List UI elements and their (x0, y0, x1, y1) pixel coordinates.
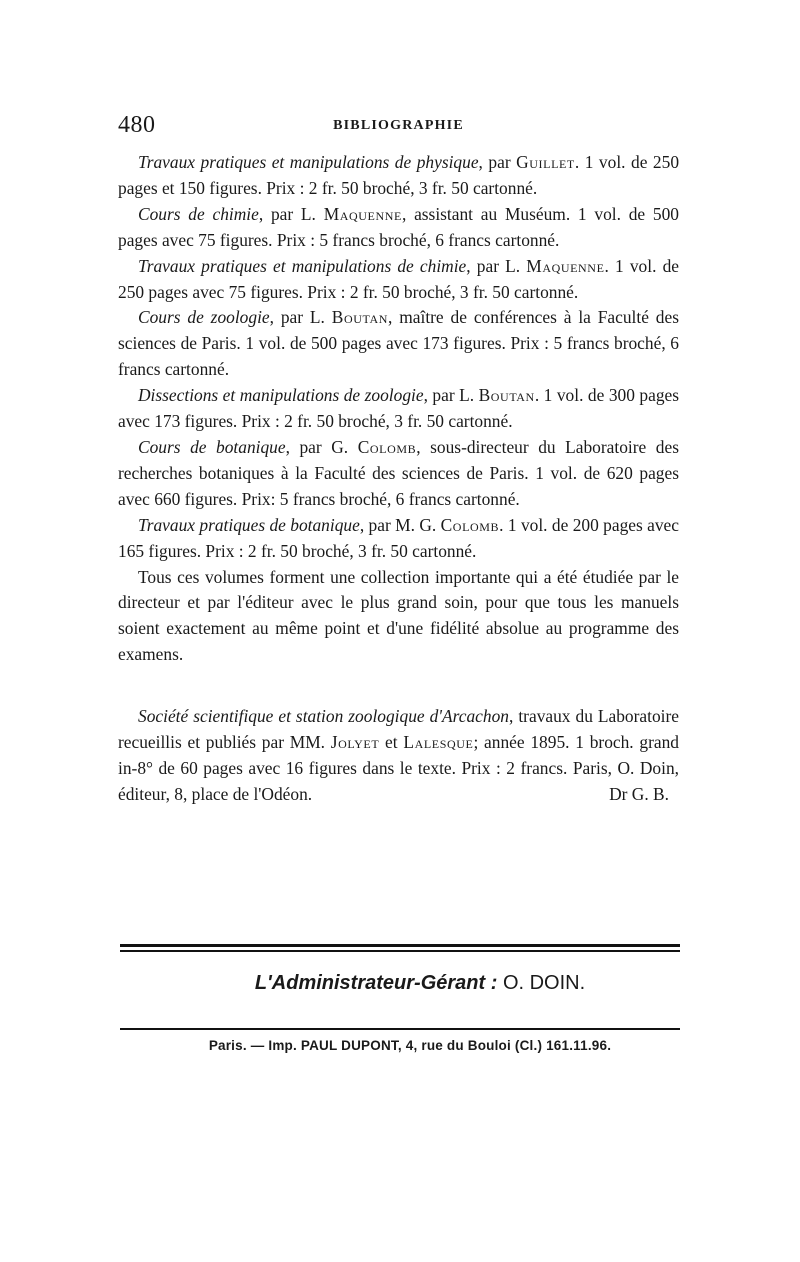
entry-pre: , par (478, 152, 517, 172)
closing-paragraph: Tous ces volumes forment une collection importante qui a été étudiée par le directeur et par l'éditeur avec le plus grand soin, pour que tous les manuels soient exactement au même point et d'une fidélité absolue au programme des examens. (118, 566, 679, 665)
entry-details: , maître de conférences à la Faculté des sciences de Paris. 1 vol. de 500 pages avec 173 figures. Prix : 5 francs broché, 6 francs cartonné. (118, 307, 679, 380)
entry-details: , assistant au Muséum. 1 vol. de 500 pages avec 75 figures. Prix : 5 francs broché, 6 francs cartonné. (118, 203, 680, 250)
entry-details: ; année 1895. 1 broch. grand in-8° de 60 pages avec 16 figures dans le texte. Prix : 2 francs. Paris, O. Doin, éditeur, 8, place de l'Odéon. (118, 732, 680, 804)
entry-details: . 1 vol. de 250 pages avec 75 figures. Prix : 2 fr. 50 broché, 3 fr. 50 cartonné. (118, 255, 679, 302)
bibliography-entry (118, 150, 679, 202)
entry-author: Colomb (357, 436, 417, 457)
entry-author: Boutan (478, 385, 535, 406)
bibliography-entry (118, 435, 679, 513)
entry-pre: , travaux du Laboratoire recueillis et publiés par MM. (118, 706, 680, 753)
entry-author: Maquenne (323, 203, 402, 224)
entry-pre: , par M. G. (359, 514, 441, 535)
entry-author: Boutan (331, 307, 389, 328)
entry-details: . 1 vol. de 250 pages et 150 figures. Prix : 2 fr. 50 broché, 3 fr. 50 cartonné. (118, 152, 680, 198)
bibliography-entry (118, 513, 679, 565)
bibliography-entry (118, 305, 679, 383)
page-number: 480 (118, 112, 156, 138)
entry-pre: , par L. (258, 203, 324, 224)
entry-details: . 1 vol. de 300 pages avec 173 figures. Prix : 2 fr. 50 broché, 3 fr. 50 cartonné. (118, 385, 679, 432)
page-header (118, 112, 679, 142)
printer-imprint: Paris. — Imp. PAUL DUPONT, 4, rue du Bouloi (Cl.) 161.11.96. (208, 1038, 612, 1053)
double-rule (120, 944, 680, 954)
entry-author: Colomb (440, 514, 500, 535)
bibliography-body (118, 150, 679, 808)
administrator-role: L'Administrateur-Gérant : (254, 972, 498, 994)
bibliography-entry (118, 254, 679, 306)
administrator-name: O. DOIN. (502, 972, 586, 994)
running-head: BIBLIOGRAPHIE (333, 118, 464, 133)
entry-title: Dissections et manipulations de zoologie (138, 385, 424, 406)
entry-title: Cours de zoologie (138, 307, 270, 328)
entry-pre: , par G. (285, 436, 358, 457)
entry-pre: , par L. (423, 385, 479, 406)
entry-details: . 1 vol. de 200 pages avec 165 figures. Prix : 2 fr. 50 broché, 3 fr. 50 cartonné. (118, 514, 679, 561)
entry-author: Jolyet (330, 732, 380, 753)
rule-thin (120, 950, 680, 952)
bibliography-entry (118, 202, 679, 254)
section-gap (118, 668, 679, 704)
entry-title: Travaux pratiques et manipulations de physique (138, 152, 479, 172)
entry-details: , sous-directeur du Laboratoire des recherches botaniques à la Faculté des sciences de Paris. 1 vol. de 620 pages avec 660 figures. Prix: 5 francs broché, 6 francs cartonné. (118, 436, 679, 509)
entry-author: Lalesque (403, 732, 474, 753)
bibliography-entry (118, 383, 679, 435)
rule-thick (120, 944, 680, 947)
entry-conjunction: et (379, 732, 404, 753)
entry-title: Cours de botanique (138, 436, 286, 457)
entry-title: Travaux pratiques et manipulations de chimie (138, 255, 467, 276)
entry-author: Maquenne (526, 255, 605, 276)
entry-title: Cours de chimie (138, 203, 259, 224)
entry-pre: , par L. (269, 307, 332, 328)
reviewer-signature: Dr G. B. (609, 783, 669, 804)
entry-author: Guillet (516, 152, 575, 172)
entry-title: Travaux pratiques de botanique (138, 514, 360, 535)
entry-title: Société scientifique et station zoologique d'Arcachon (138, 706, 509, 727)
entry-pre: , par L. (466, 255, 527, 276)
footer-rule (120, 1028, 680, 1030)
administrator-line (0, 972, 800, 995)
